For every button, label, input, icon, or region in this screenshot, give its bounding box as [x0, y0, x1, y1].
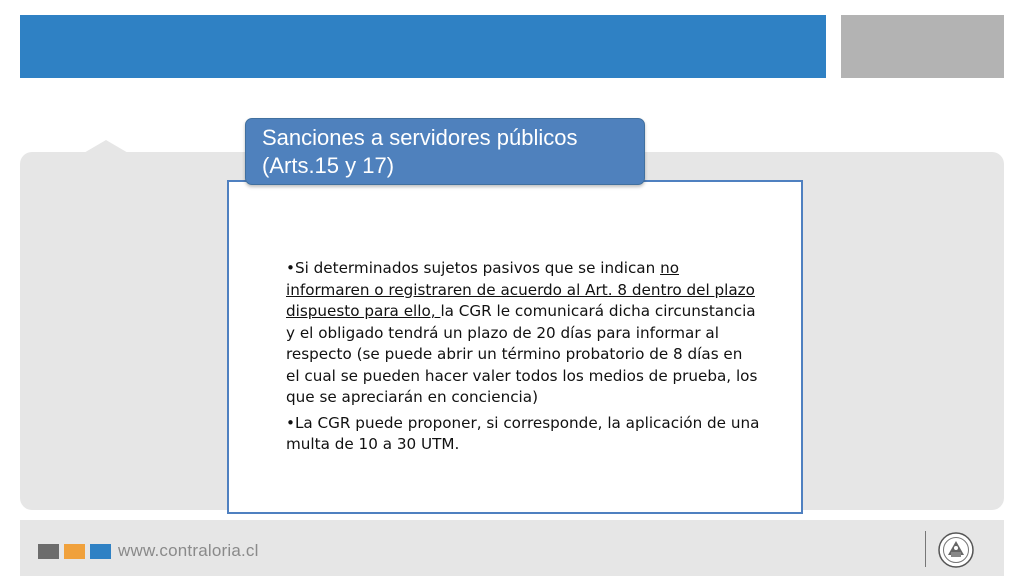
footer-square-gray: [38, 544, 59, 559]
slide-title-line-2: (Arts.15 y 17): [262, 153, 395, 178]
footer-square-blue: [90, 544, 111, 559]
footer-square-orange: [64, 544, 85, 559]
slide-body: [286, 258, 760, 460]
slide-title-line-1: Sanciones a servidores públicos: [262, 125, 578, 150]
bullet-item-2: [286, 413, 760, 456]
footer-divider: [925, 531, 926, 567]
bullet-item-1: [286, 258, 760, 409]
contraloria-seal-icon: [937, 531, 975, 569]
header-bar-gray: [841, 15, 1004, 78]
footer-url-text: www.contraloria.cl: [118, 541, 259, 560]
slide-title-box: [245, 118, 645, 185]
bullet-1-prefix: •Si determinados sujetos pasivos que se indican: [286, 259, 661, 277]
header-bar-blue: [20, 15, 826, 78]
bullet-1-rest: la CGR le comunicará dicha circunstancia y el obligado tendrá un plazo de 20 días para informar al respecto (se puede abrir un término probatorio de 8 días en el cual se pueden hacer valer todos los medios de prueba, los que se apreciarán en conciencia): [286, 302, 758, 406]
bullet-2-text: •La CGR puede proponer, si corresponde, la aplicación de una multa de 10 a 30 UTM.: [286, 413, 760, 453]
bullet-1-underlined: no informaren o registraren de acuerdo al Art. 8 dentro del plazo dispuesto para ello,: [286, 259, 755, 320]
